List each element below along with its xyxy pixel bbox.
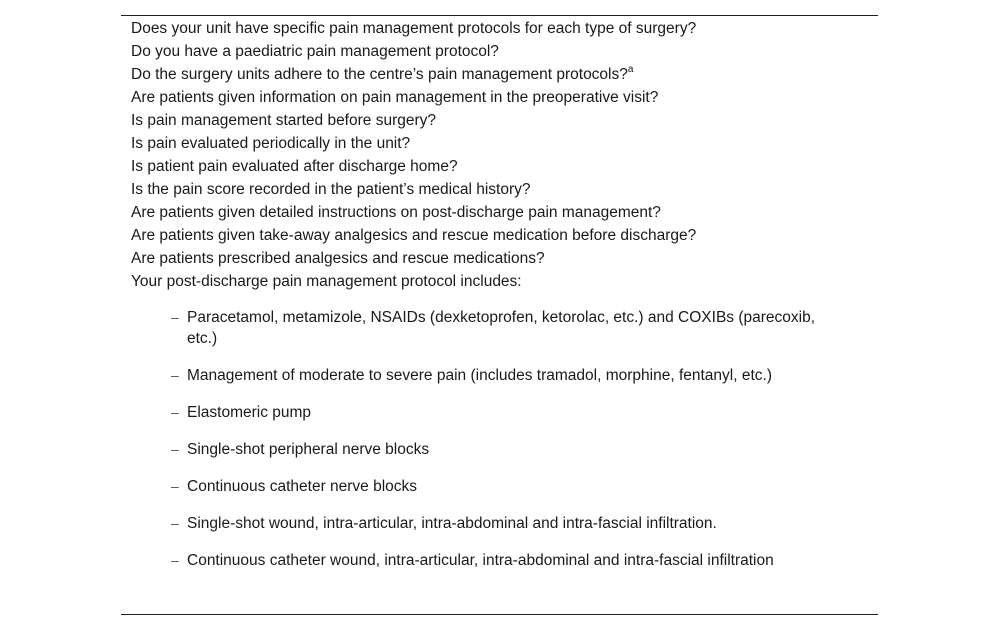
question-row: [131, 247, 871, 270]
question-row: [131, 86, 871, 109]
dash-bullet: –: [171, 552, 179, 568]
dash-bullet: –: [171, 515, 179, 531]
list-item: [171, 550, 851, 571]
protocol-sublist: [171, 307, 851, 587]
dash-bullet: –: [171, 309, 179, 325]
question-row: [131, 40, 871, 63]
question-row: [131, 224, 871, 247]
list-item-text: Single-shot peripheral nerve blocks: [187, 441, 430, 458]
question-row: [131, 63, 871, 86]
question-text: Is the pain score recorded in the patient’s medical history?: [131, 181, 531, 198]
question-text: Is pain management started before surgery?: [131, 112, 437, 129]
question-row: [131, 155, 871, 178]
list-item-text: Continuous catheter nerve blocks: [187, 478, 418, 495]
question-row: [131, 17, 871, 40]
question-row: [131, 201, 871, 224]
list-item-text: Single-shot wound, intra-articular, intra-abdominal and intra-fascial infiltration.: [187, 515, 717, 532]
list-item: [171, 307, 851, 349]
question-text: Are patients given information on pain management in the preoperative visit?: [131, 89, 659, 106]
question-list: [131, 17, 871, 293]
question-text: Are patients given detailed instructions on post-discharge pain management?: [131, 204, 661, 221]
dash-bullet: –: [171, 478, 179, 494]
question-text: Is patient pain evaluated after discharge home?: [131, 158, 458, 175]
list-item: [171, 476, 851, 497]
list-item: [171, 513, 851, 534]
question-text: Do the surgery units adhere to the centre’s pain management protocols?: [131, 66, 628, 83]
question-text: Does your unit have specific pain management protocols for each type of surgery?: [131, 20, 697, 37]
list-item-text: Management of moderate to severe pain (includes tramadol, morphine, fentanyl, etc.): [187, 367, 773, 384]
question-row: [131, 178, 871, 201]
list-item-text: Paracetamol, metamizole, NSAIDs (dexketoprofen, ketorolac, etc.) and COXIBs (parecoxib, etc.): [187, 309, 816, 347]
list-item-text: Continuous catheter wound, intra-articular, intra-abdominal and intra-fascial infiltration: [187, 552, 774, 569]
dash-bullet: –: [171, 441, 179, 457]
question-text: Are patients given take-away analgesics and rescue medication before discharge?: [131, 227, 697, 244]
dash-bullet: –: [171, 367, 179, 383]
question-row: [131, 270, 871, 293]
list-item: [171, 365, 851, 386]
list-item-text: Elastomeric pump: [187, 404, 312, 421]
footnote-marker: a: [627, 63, 634, 75]
question-text: Are patients prescribed analgesics and rescue medications?: [131, 250, 545, 267]
question-text: Is pain evaluated periodically in the unit?: [131, 135, 411, 152]
table-top-rule: [121, 15, 878, 16]
dash-bullet: –: [171, 404, 179, 420]
list-item: [171, 402, 851, 423]
list-item: [171, 439, 851, 460]
question-row: [131, 132, 871, 155]
question-text: Do you have a paediatric pain management protocol?: [131, 43, 499, 60]
table-bottom-rule: [121, 614, 878, 615]
question-row: [131, 109, 871, 132]
question-text: Your post-discharge pain management protocol includes:: [131, 273, 522, 290]
